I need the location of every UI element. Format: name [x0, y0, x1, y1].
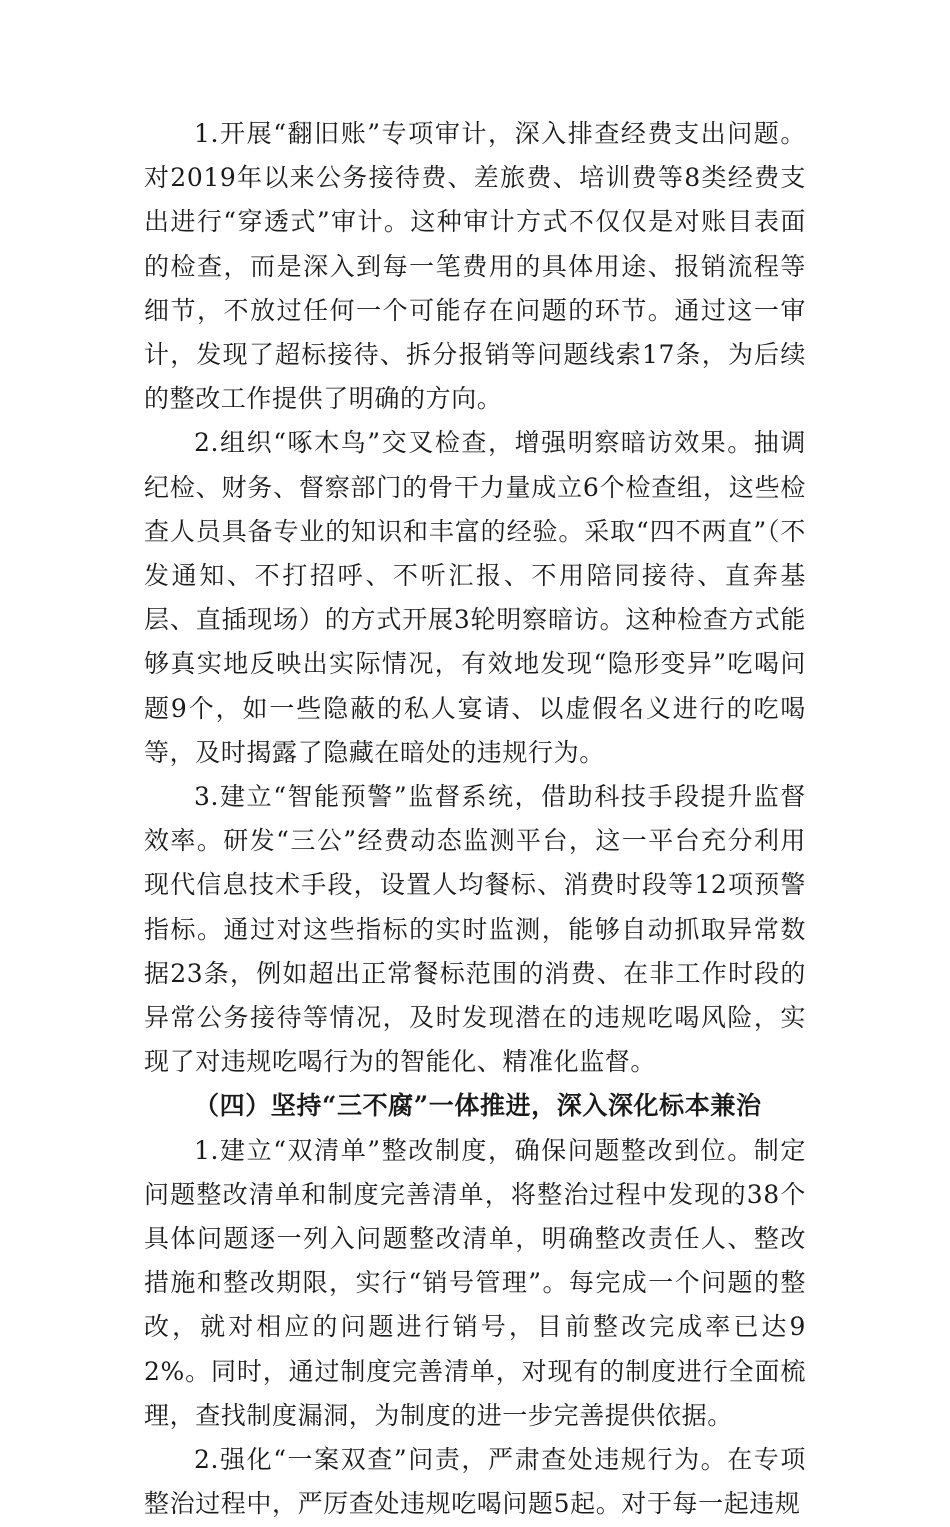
document-body [144, 112, 806, 1527]
paragraph-cross-inspection: 2.组织“啄木鸟”交叉检查，增强明察暗访效果。抽调纪检、财务、督察部门的骨干力量成立6个检查组，这些检查人员具备专业的知识和丰富的经验。采取“四不两直”（不发通知、不打招呼、不听汇报、不用陪同接待、直奔基层、直插现场）的方式开展3轮明察暗访。这种检查方式能够真实地反映出实际情况，有效地发现“隐形变异”吃喝问题9个，如一些隐蔽的私人宴请、以虚假名义进行的吃喝等，及时揭露了隐藏在暗处的违规行为。 [144, 428, 806, 767]
paragraph-double-list: 1.建立“双清单”整改制度，确保问题整改到位。制定问题整改清单和制度完善清单，将整治过程中发现的38个具体问题逐一列入问题整改清单，明确整改责任人、整改措施和整改期限，实行“销号管理”。每完成一个问题的整改，就对相应的问题进行销号，目前整改完成率已达92%。同时，通过制度完善清单，对现有的制度进行全面梳理，查找制度漏洞，为制度的进一步完善提供依据。 [144, 1135, 806, 1430]
paragraph-accountability: 2.强化“一案双查”问责，严肃查处违规行为。在专项整治过程中，严厉查处违规吃喝问题5起。对于每一起违规 [144, 1445, 806, 1519]
section-heading: （四）坚持“三不腐”一体推进，深入深化标本兼治 [194, 1091, 762, 1121]
paragraph-special-audit: 1.开展“翻旧账”专项审计，深入排查经费支出问题。对2019年以来公务接待费、差旅费、培训费等8类经费支出进行“穿透式”审计。这种审计方式不仅仅是对账目表面的检查，而是深入到每一笔费用的具体用途、报销流程等细节，不放过任何一个可能存在问题的环节。通过这一审计，发现了超标接待、拆分报销等问题线索17条，为后续的整改工作提供了明确的方向。 [144, 119, 806, 414]
paragraph-smart-warning: 3.建立“智能预警”监督系统，借助科技手段提升监督效率。研发“三公”经费动态监测平台，这一平台充分利用现代信息技术手段，设置人均餐标、消费时段等12项预警指标。通过对这些指标的实时监测，能够自动抓取异常数据23条，例如超出正常餐标范围的消费、在非工作时段的异常公务接待等情况，及时发现潜在的违规吃喝风险，实现了对违规吃喝行为的智能化、精准化监督。 [144, 782, 806, 1077]
